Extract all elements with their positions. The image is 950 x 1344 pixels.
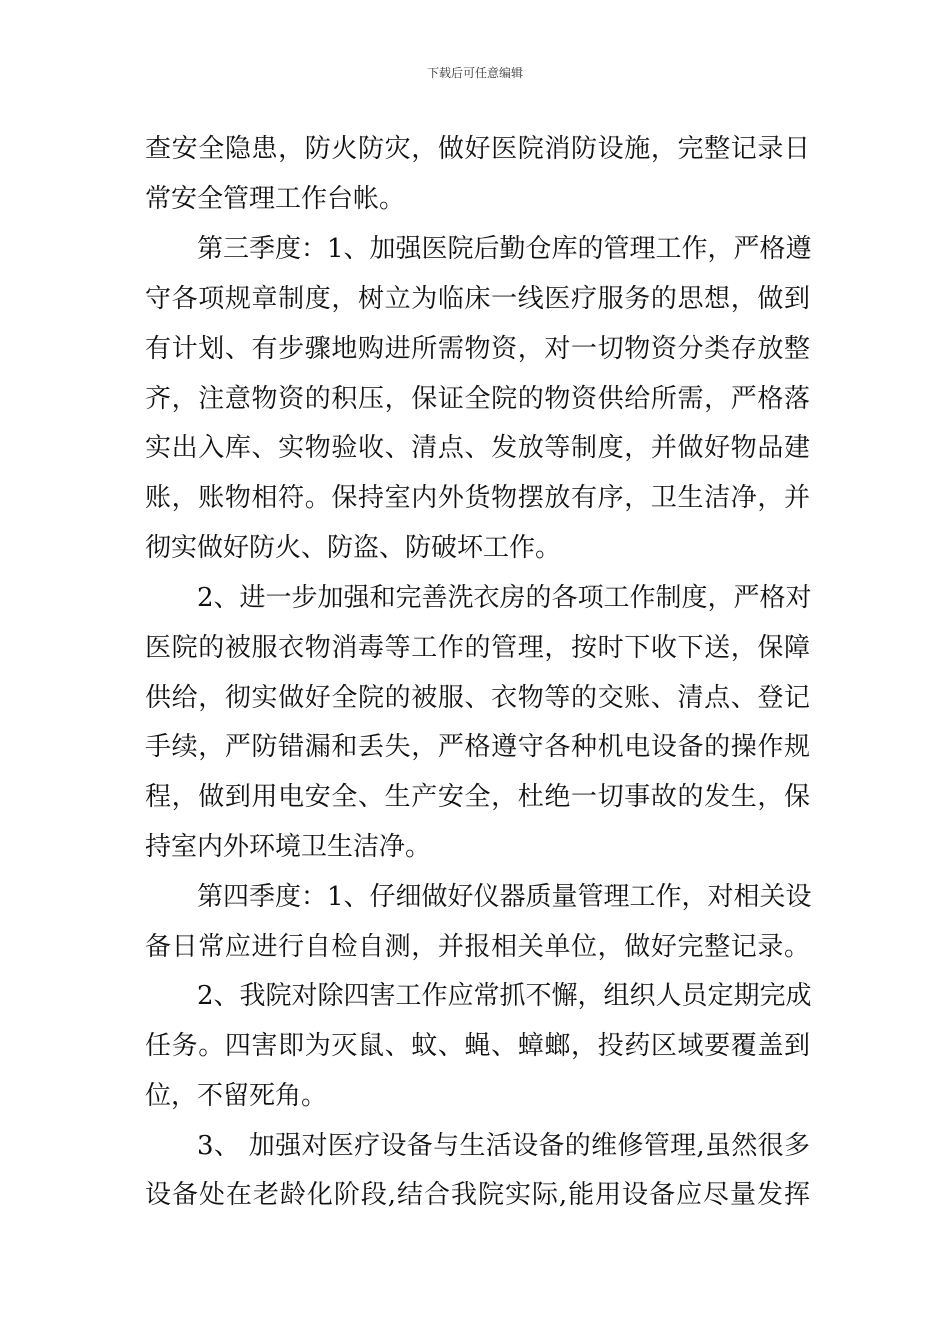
- text-line: 第三季度：1、加强医院后勤仓库的管理工作，严格遵: [197, 234, 812, 264]
- text-line: 设备处在老龄化阶段,结合我院实际,能用设备应尽量发挥: [145, 1180, 810, 1210]
- page-header: 下载后可任意编辑: [426, 66, 523, 80]
- text-line: 查安全隐患，防火防灾，做好医院消防设施，完整记录日: [145, 134, 810, 164]
- text-line: 位，不留死角。: [145, 1081, 328, 1111]
- text-line: 3、 加强对医疗设备与生活设备的维修管理,虽然很多: [197, 1131, 810, 1161]
- text-line: 手续，严防错漏和丢失，严格遵守各种机电设备的操作规: [145, 732, 810, 762]
- text-line: 实出入库、实物验收、清点、发放等制度，并做好物品建: [145, 433, 810, 463]
- text-line: 程，做到用电安全、生产安全，杜绝一切事故的发生，保: [145, 782, 810, 812]
- text-line: 第四季度：1、仔细做好仪器质量管理工作，对相关设: [197, 882, 812, 912]
- text-line: 2、我院对除四害工作应常抓不懈，组织人员定期完成: [197, 981, 812, 1011]
- text-line: 彻实做好防火、防盗、防破坏工作。: [145, 533, 562, 563]
- text-line: 任务。四害即为灭鼠、蚊、蝇、蟑螂，投药区域要覆盖到: [145, 1031, 810, 1061]
- text-line: 医院的被服衣物消毒等工作的管理，按时下收下送，保障: [145, 633, 810, 663]
- text-line: 有计划、有步骤地购进所需物资，对一切物资分类存放整: [145, 334, 810, 364]
- text-line: 账，账物相符。保持室内外货物摆放有序，卫生洁净，并: [145, 483, 810, 513]
- text-line: 守各项规章制度，树立为临床一线医疗服务的思想，做到: [145, 284, 810, 314]
- text-line: 常安全管理工作台帐。: [145, 184, 406, 214]
- text-line: 备日常应进行自检自测，并报相关单位，做好完整记录。: [145, 932, 810, 962]
- text-line: 持室内外环境卫生洁净。: [145, 832, 432, 862]
- text-line: 2、进一步加强和完善洗衣房的各项工作制度，严格对: [197, 583, 812, 613]
- text-line: 供给，彻实做好全院的被服、衣物等的交账、清点、登记: [145, 683, 810, 713]
- text-line: 齐，注意物资的积压，保证全院的物资供给所需，严格落: [145, 384, 810, 414]
